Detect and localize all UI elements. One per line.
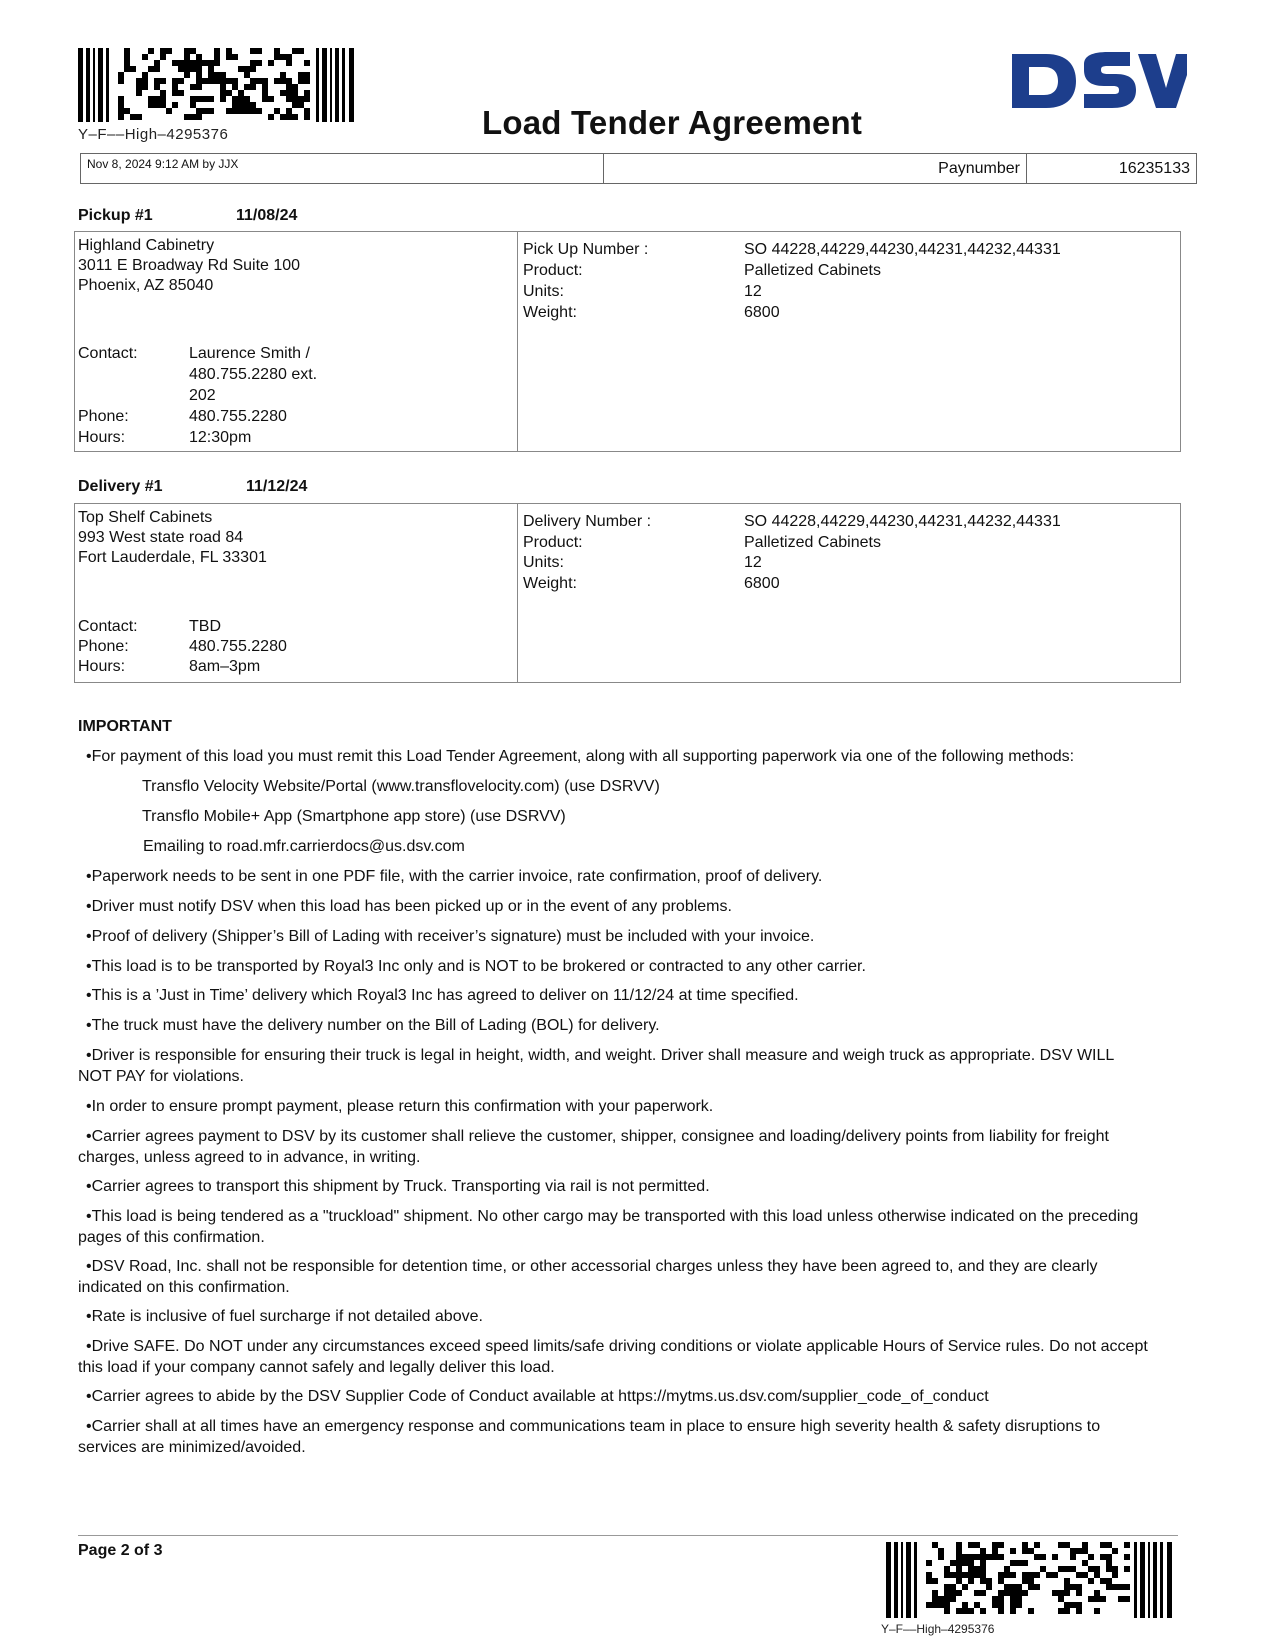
delivery-product-value: Palletized Cabinets <box>744 534 881 551</box>
barcode-cell <box>256 48 262 54</box>
delivery-hours-label: Hours: <box>78 658 126 675</box>
barcode-bar <box>1167 1542 1172 1618</box>
pickup-units-label: Units: <box>523 283 564 300</box>
dsv-logo <box>1012 50 1187 112</box>
barcode-cell <box>1010 1608 1016 1614</box>
barcode-cell <box>1088 1578 1094 1584</box>
barcode-cell <box>1034 1572 1040 1578</box>
barcode-bar <box>349 48 354 122</box>
barcode-cell <box>1034 1542 1040 1548</box>
delivery-contact-label: Contact: <box>78 618 138 635</box>
barcode-bar <box>901 1542 903 1618</box>
barcode-cell <box>1124 1542 1130 1548</box>
barcode-cell <box>118 114 124 120</box>
barcode-cell <box>1064 1608 1070 1614</box>
pickup-company: Highland Cabinetry <box>78 237 215 254</box>
barcode-cell <box>938 1554 944 1560</box>
pickup-hours-value: 12:30pm <box>189 429 252 446</box>
pickup-hours-label: Hours: <box>78 429 126 446</box>
barcode-cell <box>1124 1554 1130 1560</box>
barcode-cell <box>1022 1590 1028 1596</box>
page-title: Load Tender Agreement <box>482 104 863 141</box>
important-bullet-13: •DSV Road, Inc. shall not be responsible for detention time, or other accessorial charges unless they have been agreed to, and they are clearly indicated on this confirmation. <box>78 1258 1098 1296</box>
delivery-address2: Fort Lauderdale, FL 33301 <box>78 549 267 566</box>
barcode-cell <box>926 1560 932 1566</box>
barcode-cell <box>304 114 310 120</box>
barcode-bar <box>1140 1542 1145 1618</box>
barcode-cell <box>118 78 124 84</box>
important-bullet-16: •Carrier agrees to abide by the DSV Supplier Code of Conduct available at https://mytms.us.dsv.com/supplier_code_of_conduct <box>86 1388 989 1405</box>
barcode-cell <box>196 84 202 90</box>
barcode-cell <box>1010 1548 1016 1554</box>
pickup-contact-label: Contact: <box>78 345 138 362</box>
barcode-cell <box>1076 1590 1082 1596</box>
barcode-bottom <box>886 1542 1186 1618</box>
barcode-cell <box>154 66 160 72</box>
barcode-bar <box>93 48 95 122</box>
barcode-bar <box>906 1542 911 1618</box>
barcode-cell <box>256 60 262 66</box>
important-bullet-5: •This load is to be transported by Royal3 Inc only and is NOT to be brokered or contracted to any other carrier. <box>86 958 866 975</box>
important-bullet-7: •The truck must have the delivery number on the Bill of Lading (BOL) for delivery. <box>86 1017 660 1034</box>
important-bullet-6: •This is a ’Just in Time’ delivery which Royal3 Inc has agreed to deliver on 11/12/24 at time specified. <box>86 987 799 1004</box>
barcode-cell <box>1112 1572 1118 1578</box>
barcode-cell <box>1124 1566 1130 1572</box>
important-bullet-9: •In order to ensure prompt payment, please return this confirmation with your paperwork. <box>86 1098 714 1115</box>
barcode-cell <box>268 96 274 102</box>
pickup-product-label: Product: <box>523 262 583 279</box>
barcode-cell <box>1064 1590 1070 1596</box>
delivery-units-value: 12 <box>744 554 762 571</box>
pickup-phone-label: Phone: <box>78 408 129 425</box>
important-bullet-2: •Paperwork needs to be sent in one PDF file, with the carrier invoice, rate confirmation, proof of delivery. <box>86 868 823 885</box>
barcode-top <box>78 48 368 122</box>
barcode-cell <box>1076 1608 1082 1614</box>
barcode-cell <box>1052 1572 1058 1578</box>
important-bullet-11: •Carrier agrees to transport this shipment by Truck. Transporting via rail is not permitted. <box>86 1178 710 1195</box>
barcode-cell <box>980 1608 986 1614</box>
barcode-cell <box>142 54 148 60</box>
barcode-cell <box>178 90 184 96</box>
barcode-cell <box>268 114 274 120</box>
barcode-bar <box>98 48 103 122</box>
barcode-cell <box>1124 1584 1130 1590</box>
barcode-label-bottom: Y–F––High–4295376 <box>881 1622 995 1636</box>
important-bullet-14: •Rate is inclusive of fuel surcharge if not detailed above. <box>86 1308 483 1325</box>
barcode-cell <box>268 60 274 66</box>
barcode-cell <box>1100 1596 1106 1602</box>
payment-method-2: Transflo Mobile+ App (Smartphone app store) (use DSRVV) <box>142 808 566 825</box>
barcode-cell <box>148 48 154 54</box>
delivery-units-label: Units: <box>523 554 564 571</box>
barcode-bar <box>330 48 332 122</box>
pickup-number-label: Pick Up Number : <box>523 241 649 258</box>
barcode-bar <box>78 48 83 122</box>
pickup-number-value: SO 44228,44229,44230,44231,44232,44331 <box>744 241 1061 258</box>
pickup-contact-value-1: Laurence Smith / <box>189 345 310 362</box>
barcode-cell <box>130 66 136 72</box>
important-heading: IMPORTANT <box>78 718 172 735</box>
paynumber-label: Paynumber <box>604 154 1027 184</box>
barcode-cell <box>304 60 310 66</box>
delivery-number-label: Delivery Number : <box>523 513 652 530</box>
barcode-cell <box>998 1608 1004 1614</box>
barcode-cell <box>950 1596 956 1602</box>
pickup-contact-value-3: 202 <box>189 387 216 404</box>
barcode-cell <box>160 78 166 84</box>
barcode-cell <box>998 1554 1004 1560</box>
barcode-bar <box>914 1542 917 1618</box>
delivery-contact-value: TBD <box>189 618 221 635</box>
barcode-cell <box>196 114 202 120</box>
barcode-cell <box>1124 1596 1130 1602</box>
pickup-phone-value: 480.755.2280 <box>189 408 287 425</box>
barcode-bar <box>106 48 109 122</box>
barcode-cell <box>298 48 304 54</box>
delivery-box <box>74 503 1181 683</box>
barcode-cell <box>250 66 256 72</box>
payment-method-3: Emailing to road.mfr.carrierdocs@us.dsv.com <box>143 838 465 855</box>
pickup-weight-label: Weight: <box>523 304 577 321</box>
delivery-phone-label: Phone: <box>78 638 129 655</box>
barcode-cell <box>1034 1584 1040 1590</box>
important-bullet-15: •Drive SAFE. Do NOT under any circumstances exceed speed limits/safe driving conditions or violate applicable Hours of Service rules. Do not accept this load if your company cannot safely and legally deliver this load. <box>78 1338 1148 1376</box>
barcode-cell <box>1022 1560 1028 1566</box>
barcode-cell <box>1028 1608 1034 1614</box>
barcode-cell <box>932 1578 938 1584</box>
important-bullet-1: •For payment of this load you must remit this Load Tender Agreement, along with all supporting paperwork via one of the following methods: <box>86 748 1075 765</box>
pickup-heading: Pickup #1 <box>78 207 153 224</box>
delivery-company: Top Shelf Cabinets <box>78 509 213 526</box>
barcode-bar <box>1134 1542 1137 1618</box>
footer-divider <box>78 1535 1178 1536</box>
barcode-cell <box>1094 1608 1100 1614</box>
barcode-bar <box>322 48 327 122</box>
barcode-bar <box>1153 1542 1157 1618</box>
barcode-cell <box>956 1590 962 1596</box>
barcode-bar <box>1160 1542 1163 1618</box>
barcode-cell <box>214 60 220 66</box>
barcode-cell <box>142 84 148 90</box>
important-bullet-3: •Driver must notify DSV when this load has been picked up or in the event of any problems. <box>86 898 732 915</box>
barcode-cell <box>250 84 256 90</box>
barcode-bar <box>886 1542 891 1618</box>
delivery-number-value: SO 44228,44229,44230,44231,44232,44331 <box>744 513 1061 530</box>
barcode-cell <box>944 1608 950 1614</box>
delivery-heading: Delivery #1 <box>78 478 163 495</box>
barcode-cell <box>256 108 262 114</box>
barcode-cell <box>136 90 142 96</box>
barcode-cell <box>1040 1554 1046 1560</box>
barcode-bar <box>1148 1542 1150 1618</box>
pickup-units-value: 12 <box>744 283 762 300</box>
barcode-cell <box>1070 1554 1076 1560</box>
barcode-cell <box>1112 1548 1118 1554</box>
delivery-date: 11/12/24 <box>246 478 308 495</box>
barcode-cell <box>968 1578 974 1584</box>
barcode-cell <box>1010 1572 1016 1578</box>
delivery-product-label: Product: <box>523 534 583 551</box>
delivery-phone-value: 480.755.2280 <box>189 638 287 655</box>
barcode-cell <box>1052 1554 1058 1560</box>
paynumber-value: 16235133 <box>1027 154 1197 184</box>
barcode-cell <box>292 114 298 120</box>
barcode-cell <box>232 54 238 60</box>
barcode-cell <box>304 96 310 102</box>
important-bullet-10: •Carrier agrees payment to DSV by its customer shall relieve the customer, shipper, consignee and loading/delivery points from liability for freight charges, unless agreed to in advance, in writing. <box>78 1128 1109 1166</box>
barcode-cell <box>178 78 184 84</box>
pickup-date: 11/08/24 <box>236 207 298 224</box>
created-info: Nov 8, 2024 9:12 AM by JJX <box>81 154 604 184</box>
barcode-cell <box>968 1608 974 1614</box>
page-number: Page 2 of 3 <box>78 1542 163 1559</box>
header-info-table <box>80 153 1197 184</box>
pickup-contact-value-2: 480.755.2280 ext. <box>189 366 318 383</box>
barcode-cell <box>208 96 214 102</box>
important-bullet-8: •Driver is responsible for ensuring their truck is legal in height, width, and weight. Driver shall measure and weigh truck as appropriate. DSV WILL NOT PAY for violations. <box>78 1047 1114 1085</box>
barcode-cell <box>986 1584 992 1590</box>
barcode-cell <box>962 1584 968 1590</box>
barcode-cell <box>166 108 172 114</box>
important-bullet-17: •Carrier shall at all times have an emergency response and communications team in place to ensure high severity health & safety disruptions to services are minimized/avoided. <box>78 1418 1101 1456</box>
payment-method-1: Transflo Velocity Website/Portal (www.transflovelocity.com) (use DSRVV) <box>142 778 660 795</box>
pickup-box <box>74 231 1181 452</box>
barcode-cell <box>208 108 214 114</box>
barcode-cell <box>160 54 166 60</box>
barcode-cell <box>172 102 178 108</box>
barcode-label-top: Y–F––High–4295376 <box>78 126 229 143</box>
barcode-cell <box>184 72 190 78</box>
barcode-cell <box>136 114 142 120</box>
barcode-cell <box>980 1590 986 1596</box>
important-bullet-12: •This load is being tendered as a "truckload" shipment. No other cargo may be transported with this load unless otherwise indicated on the preceding pages of this confirmation. <box>78 1208 1139 1246</box>
pickup-product-value: Palletized Cabinets <box>744 262 881 279</box>
barcode-bar <box>335 48 339 122</box>
barcode-cell <box>220 96 226 102</box>
delivery-weight-label: Weight: <box>523 575 577 592</box>
pickup-address1: 3011 E Broadway Rd Suite 100 <box>78 257 301 274</box>
barcode-cell <box>286 60 292 66</box>
barcode-bar <box>894 1542 898 1618</box>
barcode-bar <box>86 48 90 122</box>
important-bullet-4: •Proof of delivery (Shipper’s Bill of Lading with receiver’s signature) must be included with your invoice. <box>86 928 815 945</box>
barcode-cell <box>1016 1602 1022 1608</box>
delivery-weight-value: 6800 <box>744 575 780 592</box>
barcode-cell <box>998 1542 1004 1548</box>
pickup-address2: Phoenix, AZ 85040 <box>78 277 214 294</box>
barcode-cell <box>304 78 310 84</box>
barcode-cell <box>166 48 172 54</box>
barcode-bar <box>316 48 319 122</box>
delivery-hours-value: 8am–3pm <box>189 658 261 675</box>
barcode-cell <box>1088 1554 1094 1560</box>
barcode-bar <box>342 48 345 122</box>
pickup-weight-value: 6800 <box>744 304 780 321</box>
delivery-address1: 993 West state road 84 <box>78 529 244 546</box>
